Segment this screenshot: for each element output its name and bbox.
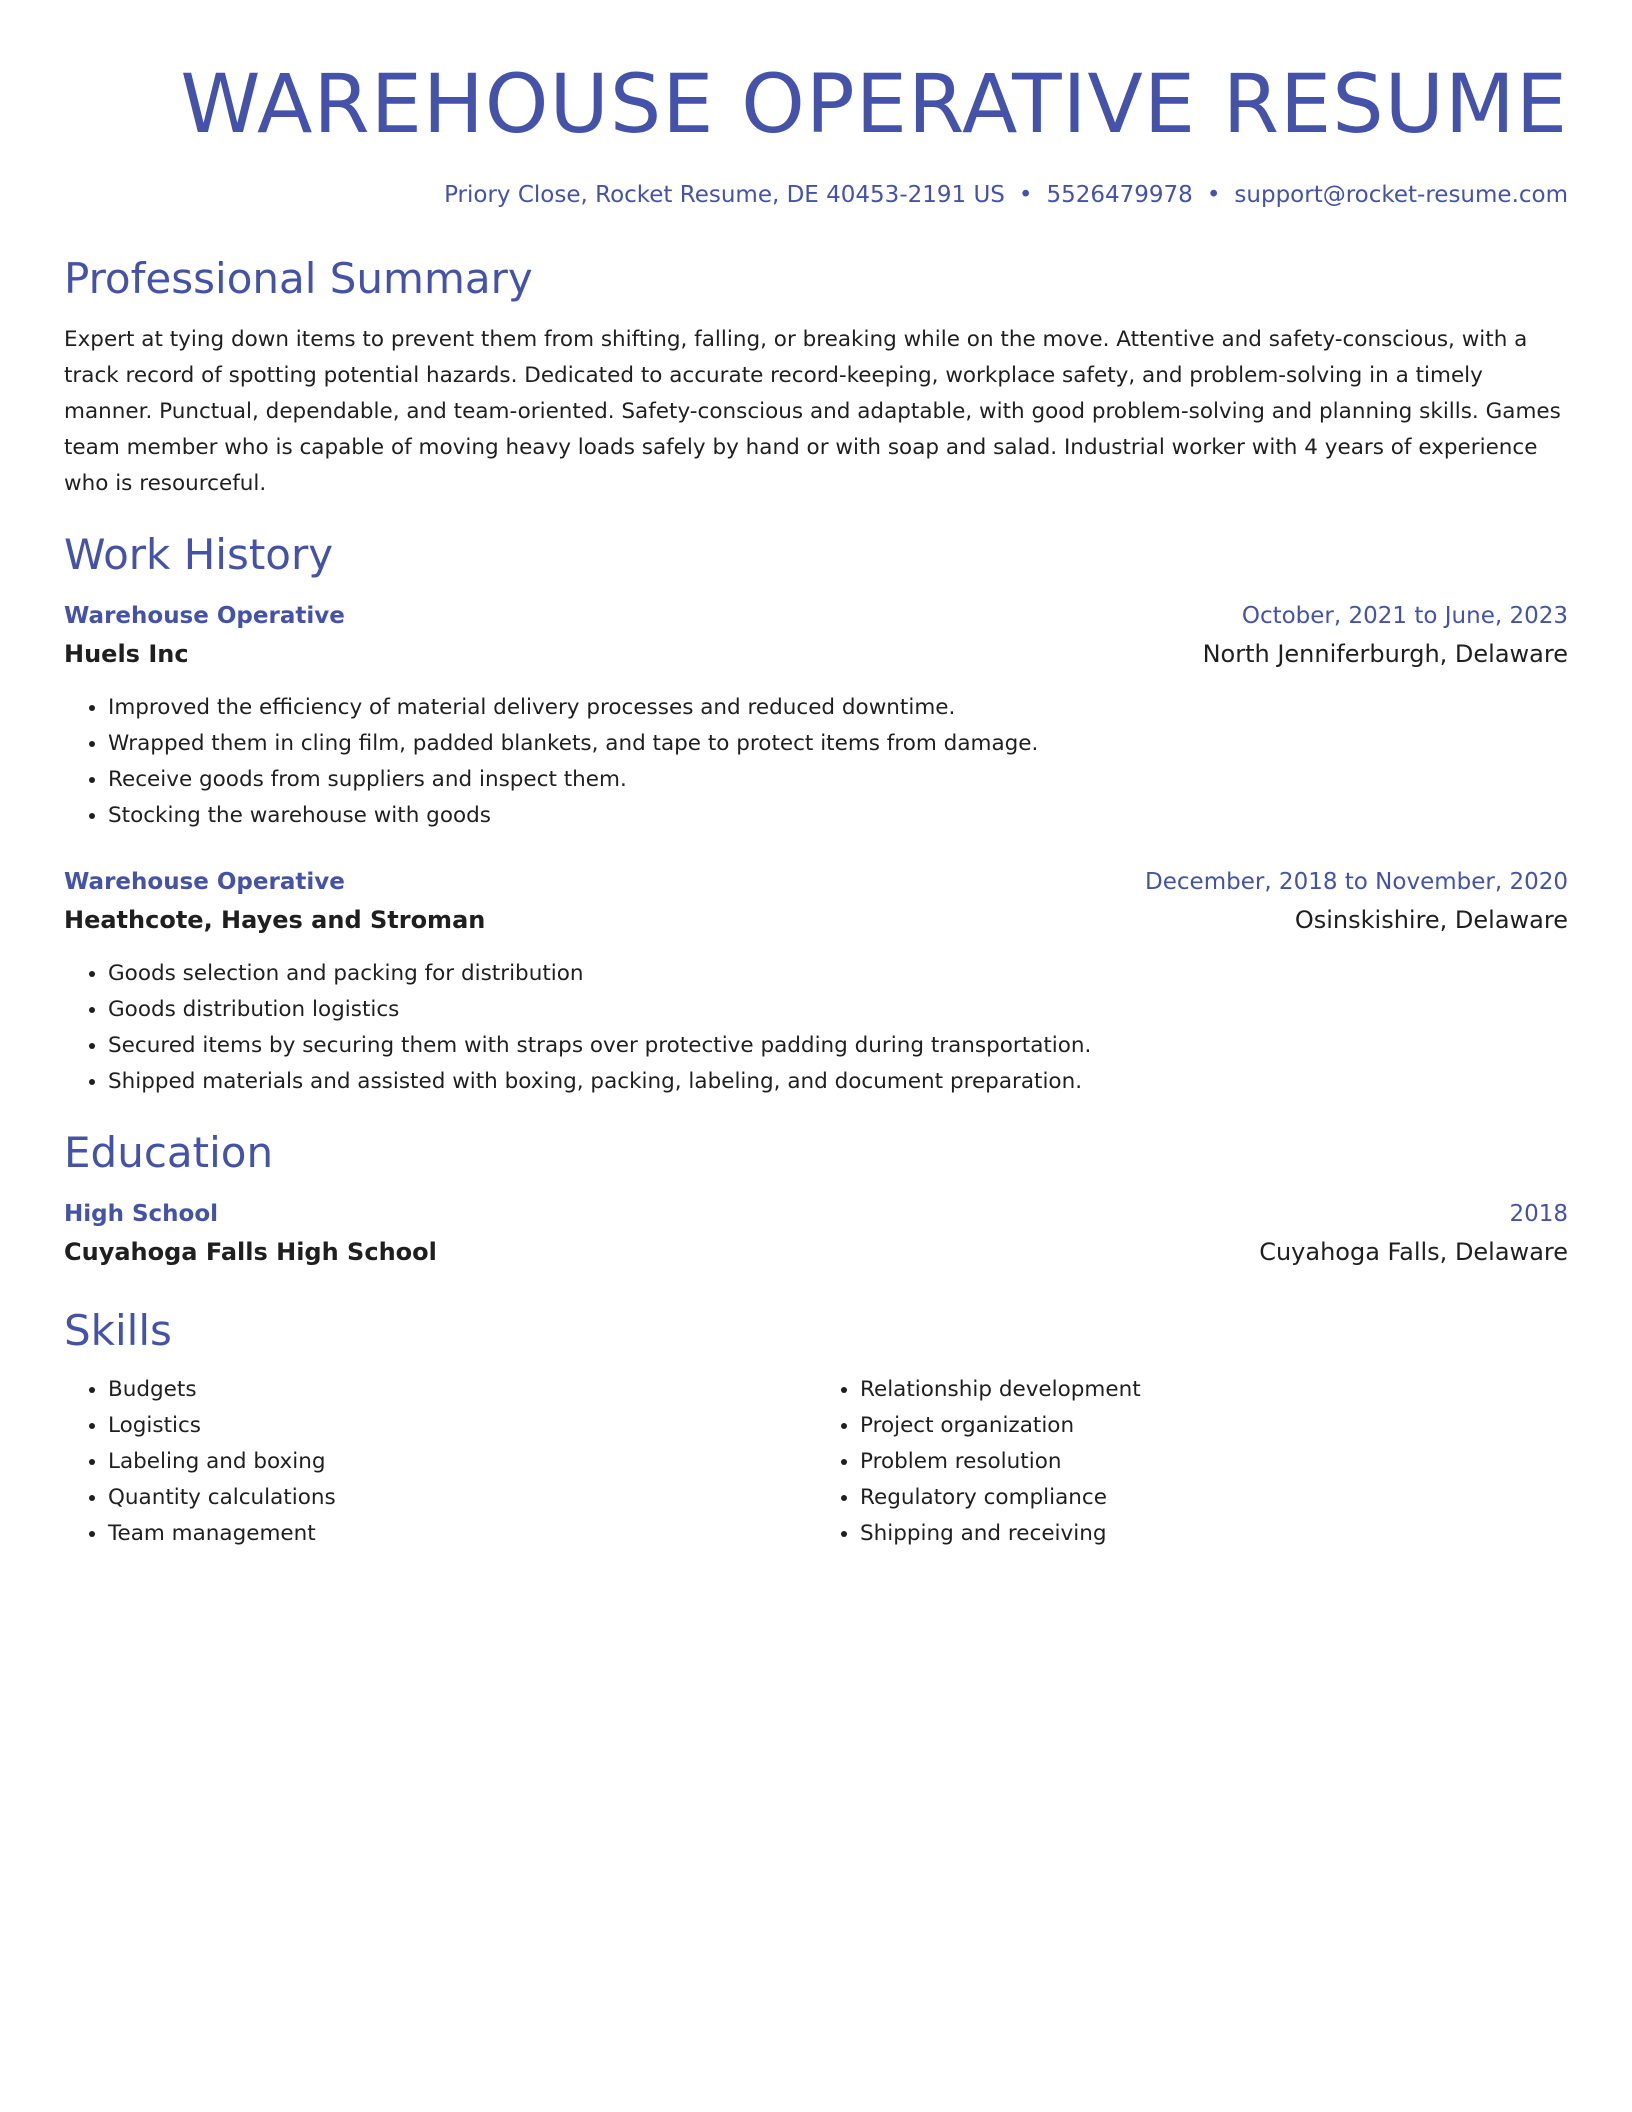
skills-heading: Skills <box>64 1306 172 1355</box>
school-location: Cuyahoga Falls, Delaware <box>1259 1238 1568 1266</box>
job-duties-list <box>64 690 1568 834</box>
education-year: 2018 <box>1509 1201 1568 1227</box>
skill-item: • Team management <box>108 1516 816 1552</box>
job-entry <box>64 864 1568 1100</box>
work-history-heading: Work History <box>64 530 334 579</box>
job-employer: Heathcote, Hayes and Stroman <box>64 906 486 934</box>
job-dates: October, 2021 to June, 2023 <box>1241 603 1568 629</box>
job-duties-list <box>64 956 1568 1100</box>
job-title: Warehouse Operative <box>64 603 345 629</box>
job-employer: Huels Inc <box>64 640 189 668</box>
skill-item: • Shipping and receiving <box>860 1516 1568 1552</box>
summary-heading: Professional Summary <box>64 254 533 303</box>
skill-item: • Labeling and boxing <box>108 1444 816 1480</box>
job-header-row <box>64 864 1568 900</box>
skills-list-left <box>64 1372 816 1552</box>
job-dates: December, 2018 to November, 2020 <box>1145 869 1568 895</box>
list-item: • Goods distribution logistics <box>108 992 1568 1028</box>
education-school-row <box>64 1232 1568 1272</box>
education-entry <box>64 1196 1568 1272</box>
phone: 5526479978 <box>1046 182 1193 208</box>
skill-item: • Problem resolution <box>860 1444 1568 1480</box>
address: Priory Close, Rocket Resume, DE 40453-2191 US <box>444 182 1005 208</box>
summary-text: Expert at tying down items to prevent them from shifting, falling, or breaking while on the move. Attentive and safety-conscious, with a track record of spotting potential hazards. Dedicated to accurate record-keeping, workplace safety, and problem-solving in a timely manner. Punctual, dependable, and team-oriented. Safety-conscious and adaptable, with good problem-solving and planning skills. Games team member who is capable of moving heavy loads safely by hand or with soap and salad. Industrial worker with 4 years of experience who is resourceful. <box>64 327 1561 496</box>
job-entry <box>64 598 1568 834</box>
separator-dot: • <box>1018 182 1033 208</box>
list-item: • Secured items by securing them with straps over protective padding during transportation. <box>108 1028 1568 1064</box>
education-header-row <box>64 1196 1568 1232</box>
list-item: • Wrapped them in cling film, padded blankets, and tape to protect items from damage. <box>108 726 1568 762</box>
email: support@rocket-resume.com <box>1234 182 1568 208</box>
skill-item: • Relationship development <box>860 1372 1568 1408</box>
job-employer-row <box>64 634 1568 674</box>
job-header-row <box>64 598 1568 634</box>
list-item: • Goods selection and packing for distribution <box>108 956 1568 992</box>
contact-line <box>64 180 1568 210</box>
skill-item: • Logistics <box>108 1408 816 1444</box>
skill-item: • Budgets <box>108 1372 816 1408</box>
separator-dot: • <box>1206 182 1221 208</box>
skills-columns <box>64 1372 1568 1552</box>
education-heading: Education <box>64 1128 274 1177</box>
school-name: Cuyahoga Falls High School <box>64 1238 437 1266</box>
list-item: • Shipped materials and assisted with boxing, packing, labeling, and document preparation. <box>108 1064 1568 1100</box>
skill-item: • Quantity calculations <box>108 1480 816 1516</box>
skills-list-right <box>816 1372 1568 1552</box>
skill-item: • Project organization <box>860 1408 1568 1444</box>
job-location: North Jenniferburgh, Delaware <box>1202 640 1568 668</box>
job-location: Osinskishire, Delaware <box>1294 906 1568 934</box>
degree: High School <box>64 1201 219 1227</box>
list-item: • Receive goods from suppliers and inspect them. <box>108 762 1568 798</box>
job-employer-row <box>64 900 1568 940</box>
skill-item: • Regulatory compliance <box>860 1480 1568 1516</box>
resume-title: WAREHOUSE OPERATIVE RESUME <box>180 58 1568 152</box>
list-item: • Stocking the warehouse with goods <box>108 798 1568 834</box>
job-title: Warehouse Operative <box>64 869 345 895</box>
list-item: • Improved the efficiency of material delivery processes and reduced downtime. <box>108 690 1568 726</box>
